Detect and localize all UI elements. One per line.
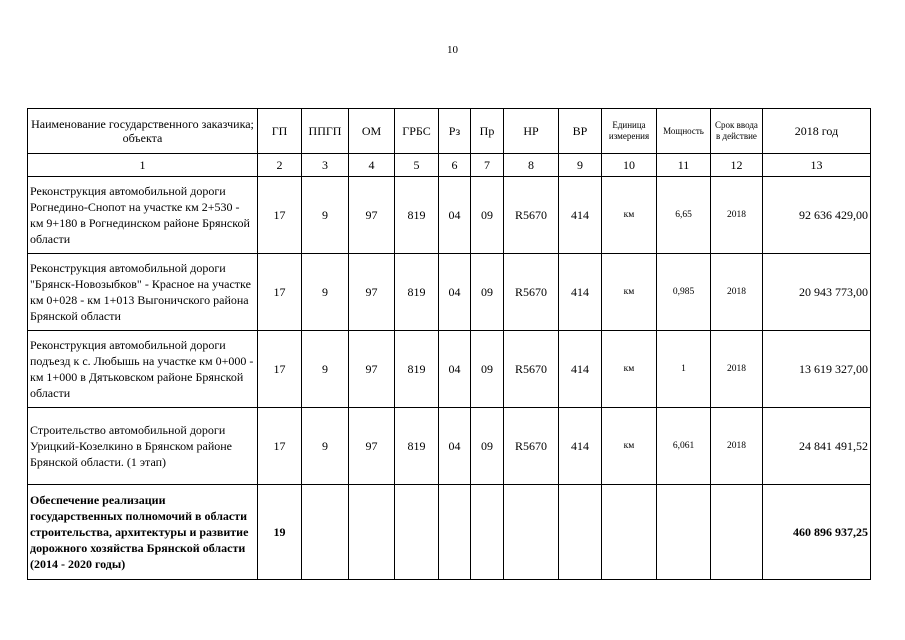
amount-cell: 24 841 491,52 [763,408,871,485]
ppgp-cell: 9 [302,177,349,254]
budget-table [27,108,871,580]
header-ppgp: ППГП [302,109,349,154]
object-name: Реконструкция автомобильной дороги "Брянск-Новозыбков" - Красное на участке км 0+028 - км 1+013 Выгоничского района Брянской области [28,254,258,331]
col-number: 4 [349,154,395,177]
col-number: 13 [763,154,871,177]
pr-cell: 09 [471,177,504,254]
table-row [28,331,871,408]
om-cell: 97 [349,177,395,254]
header-vr: ВР [559,109,602,154]
rz-cell: 04 [439,177,471,254]
gp-cell: 17 [258,331,302,408]
grbs-cell: 819 [395,177,439,254]
col-number: 9 [559,154,602,177]
pr-cell: 09 [471,331,504,408]
om-cell: 97 [349,331,395,408]
pr-cell: 09 [471,408,504,485]
col-number: 2 [258,154,302,177]
vr-cell: 414 [559,331,602,408]
rz-cell: 04 [439,254,471,331]
object-name: Реконструкция автомобильной дороги Рогнедино-Снопот на участке км 2+530 - км 9+180 в Рогнединском районе Брянской области [28,177,258,254]
table-row [28,177,871,254]
amount-cell: 20 943 773,00 [763,254,871,331]
amount-cell: 92 636 429,00 [763,177,871,254]
unit-cell: км [602,177,657,254]
om-cell [349,485,395,580]
vr-cell: 414 [559,408,602,485]
ppgp-cell: 9 [302,254,349,331]
header-grbs: ГРБС [395,109,439,154]
power-cell: 0,985 [657,254,711,331]
nr-cell: R5670 [504,408,559,485]
table-row [28,254,871,331]
col-number: 6 [439,154,471,177]
header-name: Наименование государственного заказчика; объекта [28,109,258,154]
term-cell [711,485,763,580]
header-term: Срок ввода в действие [711,109,763,154]
grbs-cell: 819 [395,331,439,408]
table-column-numbers-row [28,154,871,177]
object-name: Реконструкция автомобильной дороги подъезд к с. Любышь на участке км 0+000 - км 1+000 в Дятьковском районе Брянской области [28,331,258,408]
nr-cell: R5670 [504,331,559,408]
power-cell [657,485,711,580]
gp-cell: 17 [258,408,302,485]
pr-cell [471,485,504,580]
rz-cell: 04 [439,408,471,485]
col-number: 1 [28,154,258,177]
col-number: 7 [471,154,504,177]
amount-cell: 13 619 327,00 [763,331,871,408]
om-cell: 97 [349,254,395,331]
grbs-cell [395,485,439,580]
header-nr: НР [504,109,559,154]
amount-cell: 460 896 937,25 [763,485,871,580]
term-cell: 2018 [711,408,763,485]
col-number: 5 [395,154,439,177]
header-amount: 2018 год [763,109,871,154]
unit-cell: км [602,408,657,485]
om-cell: 97 [349,408,395,485]
header-rz: Рз [439,109,471,154]
header-unit: Единица измерения [602,109,657,154]
rz-cell [439,485,471,580]
col-number: 12 [711,154,763,177]
nr-cell [504,485,559,580]
object-name: Обеспечение реализации государственных полномочий в области строительства, архитектуры и развитие дорожного хозяйства Брянской области (2014 - 2020 годы) [28,485,258,580]
page-number: 10 [447,44,458,56]
col-number: 11 [657,154,711,177]
col-number: 3 [302,154,349,177]
header-power: Мощность [657,109,711,154]
ppgp-cell: 9 [302,408,349,485]
nr-cell: R5670 [504,177,559,254]
unit-cell: км [602,254,657,331]
ppgp-cell [302,485,349,580]
pr-cell: 09 [471,254,504,331]
rz-cell: 04 [439,331,471,408]
term-cell: 2018 [711,331,763,408]
vr-cell: 414 [559,254,602,331]
gp-cell: 17 [258,177,302,254]
col-number: 8 [504,154,559,177]
header-pr: Пр [471,109,504,154]
term-cell: 2018 [711,254,763,331]
table-row [28,408,871,485]
vr-cell [559,485,602,580]
power-cell: 6,65 [657,177,711,254]
table-row [28,485,871,580]
col-number: 10 [602,154,657,177]
grbs-cell: 819 [395,254,439,331]
header-gp: ГП [258,109,302,154]
nr-cell: R5670 [504,254,559,331]
vr-cell: 414 [559,177,602,254]
unit-cell: км [602,331,657,408]
table-header-row [28,109,871,154]
power-cell: 6,061 [657,408,711,485]
unit-cell [602,485,657,580]
header-om: ОМ [349,109,395,154]
term-cell: 2018 [711,177,763,254]
gp-cell: 19 [258,485,302,580]
object-name: Строительство автомобильной дороги Урицкий-Козелкино в Брянском районе Брянской области. (1 этап) [28,408,258,485]
grbs-cell: 819 [395,408,439,485]
power-cell: 1 [657,331,711,408]
ppgp-cell: 9 [302,331,349,408]
gp-cell: 17 [258,254,302,331]
